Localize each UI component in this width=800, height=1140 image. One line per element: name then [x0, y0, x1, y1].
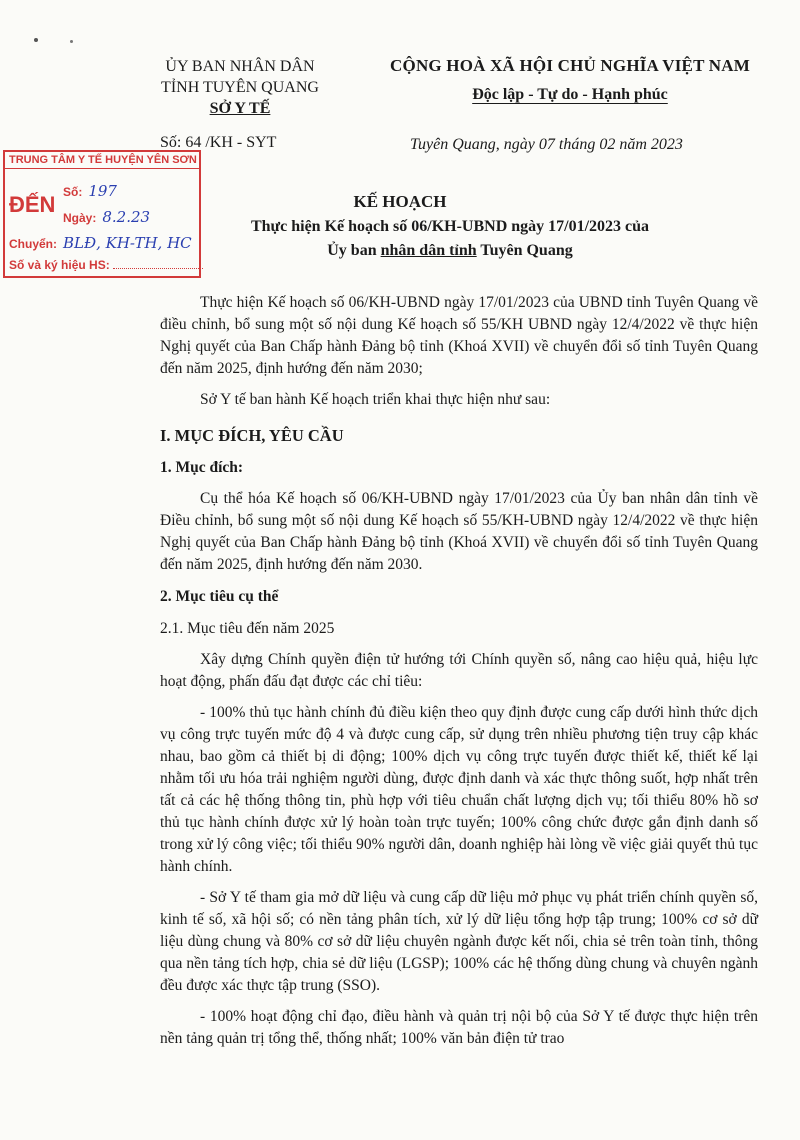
subtitle-underlined: nhân dân tỉnh	[380, 242, 477, 259]
document-body	[160, 292, 758, 1050]
nation-motto: Độc lập - Tự do - Hạnh phúc	[472, 86, 668, 103]
paragraph-goal: Xây dựng Chính quyền điện tử hướng tới Chính quyền số, nâng cao hiệu quả, hiệu lực hoạt động, phấn đấu đạt được các chỉ tiêu:	[160, 651, 758, 690]
document-number: Số: 64 /KH - SYT	[160, 134, 277, 151]
subtitle-suffix: Tuyên Quang	[476, 242, 573, 259]
paragraph-intro: Sở Y tế ban hành Kế hoạch triển khai thực hiện như sau:	[200, 391, 551, 408]
paragraph-basis: Thực hiện Kế hoạch số 06/KH-UBND ngày 17/01/2023 của UBND tỉnh Tuyên Quang về điều chỉnh, bổ sung một số nội dung Kế hoạch số 55/KH UBND ngày 12/4/2022 về thực hiện Nghị quyết của Ban Chấp hành Đảng bộ tỉnh (Khoá XVII) về chuyển đổi số tỉnh Tuyên Quang đến năm 2025, định hướng đến năm 2030;	[160, 294, 758, 377]
issuing-agency	[120, 56, 360, 119]
stamp-organization: TRUNG TÂM Y TẾ HUYỆN YÊN SƠN	[5, 152, 199, 169]
subsection-heading-targets: 2. Mục tiêu cụ thể	[160, 588, 279, 605]
stamp-file-row	[9, 258, 203, 272]
stamp-forward-value: BLĐ, KH-TH, HC	[63, 234, 192, 252]
place-date: Tuyên Quang, ngày 07 tháng 02 năm 2023	[410, 136, 683, 153]
stamp-forward-row	[9, 234, 192, 252]
bullet-paragraph-1: - 100% thủ tục hành chính đủ điều kiện theo quy định được cung cấp dưới hình thức dịch vụ công trực tuyến mức độ 4 và được cung cấp, sử dụng trên nhiều phương tiện truy cập khác nhau, bao gồm cả thiết bị di động; 100% dịch vụ công trực tuyến được thiết kế, thiết kế lại nhằm tối ưu hóa trải nghiệm người dùng, được định danh và xác thực thông suốt, hợp nhất trên tất cả các hệ thống thông tin, phù hợp với tiêu chuẩn chất lượng dịch vụ; tối thiểu 80% hồ sơ thủ tục hành chính được xử lý hoàn toàn trực tuyến; 100% công chức được gắn định danh số trong xử lý công việc; tối thiểu 90% người dân, doanh nghiệp hài lòng về việc giải quyết thủ tục hành chính.	[160, 704, 758, 875]
nation-title: CỘNG HOÀ XÃ HỘI CHỦ NGHĨA VIỆT NAM	[390, 56, 750, 75]
stamp-den-label: ĐẾN	[9, 192, 56, 217]
section-heading-1: I. MỤC ĐÍCH, YÊU CẦU	[160, 426, 344, 445]
bullet-paragraph-3: - 100% hoạt động chỉ đạo, điều hành và quản trị nội bộ của Sở Y tế được thực hiện trên nền tảng quản trị tổng thể, thống nhất; 100% văn bản điện tử trao	[160, 1008, 758, 1047]
stamp-number-label: Số:	[63, 185, 83, 199]
received-stamp	[3, 150, 201, 278]
paragraph-purpose: Cụ thể hóa Kế hoạch số 06/KH-UBND ngày 17/01/2023 của Ủy ban nhân dân tỉnh về Điều chỉnh, bổ sung một số nội dung Kế hoạch số 55/KH-UBND ngày 12/4/2022 về thực hiện Nghị quyết của Ban Chấp hành Đảng bộ tỉnh (Khoá XVII) về chuyển đổi số tỉnh Tuyên Quang đến năm 2025, định hướng đến năm 2030.	[160, 490, 758, 573]
document-subtitle-line-1: Thực hiện Kế hoạch số 06/KH-UBND ngày 17/01/2023 của	[250, 218, 650, 235]
agency-line-2: TỈNH TUYÊN QUANG	[161, 79, 319, 96]
stamp-date-label: Ngày:	[63, 211, 97, 225]
subsection-heading-purpose: 1. Mục đích:	[160, 459, 244, 476]
scan-speck	[70, 40, 73, 43]
stamp-date-value: 8.2.23	[102, 208, 151, 226]
agency-line-1: ỦY BAN NHÂN DÂN	[165, 58, 315, 75]
stamp-file-line	[113, 258, 203, 269]
document-subtitle-line-2	[220, 242, 680, 260]
stamp-number-value: 197	[88, 182, 117, 200]
stamp-file-label: Số và ký hiệu HS:	[9, 258, 110, 272]
scan-speck	[34, 38, 38, 42]
national-header	[360, 56, 780, 104]
subtitle-prefix: Ủy ban	[327, 242, 381, 259]
agency-name: SỞ Y TẾ	[209, 100, 271, 117]
bullet-paragraph-2: - Sở Y tế tham gia mở dữ liệu và cung cấp dữ liệu mở phục vụ phát triển chính quyền số, kinh tế số, xã hội số; có nền tảng phân tích, xử lý dữ liệu tổng hợp tập trung; 100% cơ sở dữ liệu dùng chung và 80% cơ sở dữ liệu chuyên ngành được kết nối, chia sẻ trên toàn tỉnh, thông qua nền tảng tích hợp, chia sẻ dữ liệu (LGSP); 100% các hệ thống dùng chung và chuyên ngành đều được xác thực tập trung (SSO).	[160, 889, 758, 994]
subsection-heading-2025: 2.1. Mục tiêu đến năm 2025	[160, 620, 335, 637]
document-type: KẾ HOẠCH	[353, 192, 447, 211]
stamp-forward-label: Chuyển:	[9, 237, 57, 251]
